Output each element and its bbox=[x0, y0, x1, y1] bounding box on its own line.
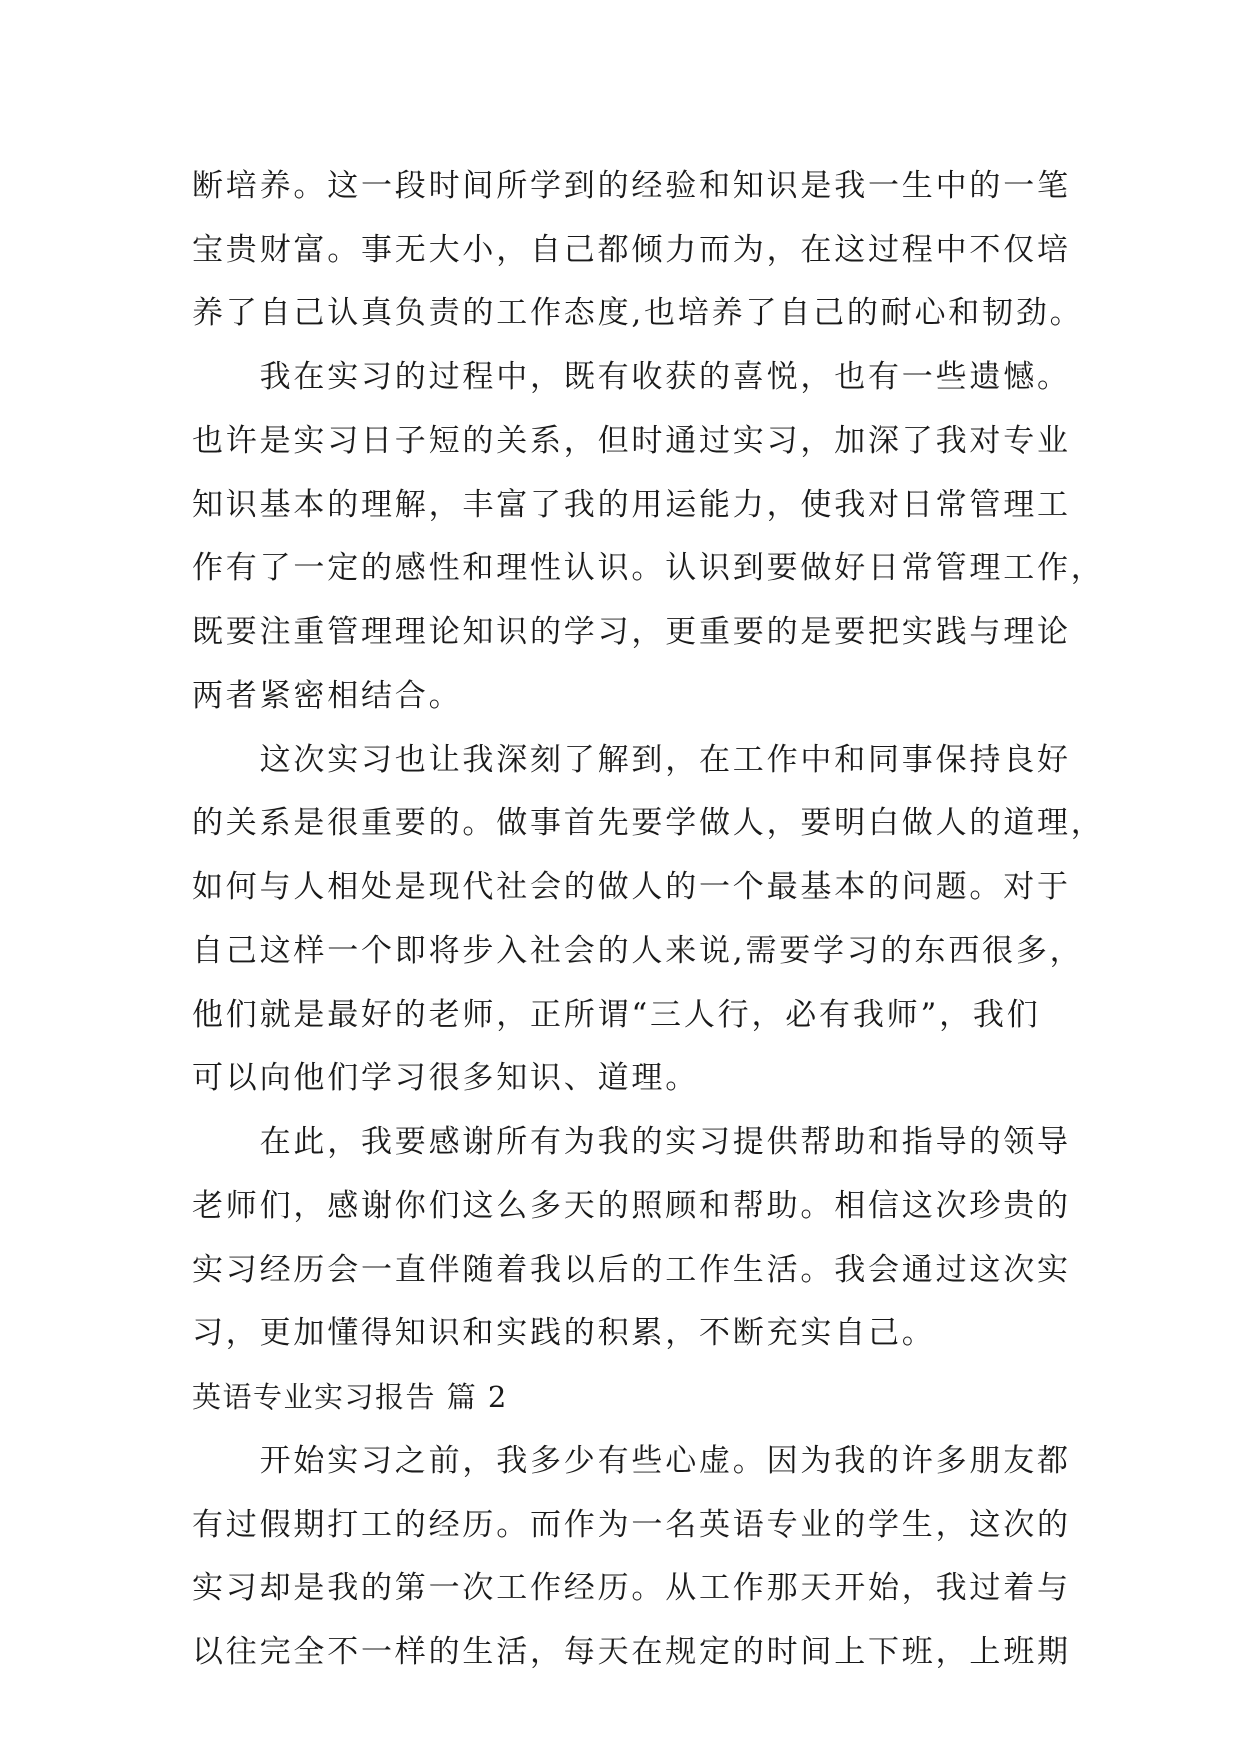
text-line: 可以向他们学习很多知识、道理。 bbox=[192, 1060, 699, 1096]
text-line: 的关系是很重要的。做事首先要学做人，要明白做人的道理， bbox=[192, 805, 1105, 841]
section-heading: 英语专业实习报告 篇 2 bbox=[192, 1380, 508, 1414]
text-line: 既要注重管理理论知识的学习，更重要的是要把实践与理论 bbox=[192, 614, 1071, 650]
text-line: 以往完全不一样的生活，每天在规定的时间上下班，上班期 bbox=[192, 1634, 1071, 1670]
text-line: 作有了一定的感性和理性认识。认识到要做好日常管理工作， bbox=[192, 550, 1105, 586]
text-line: 我在实习的过程中，既有收获的喜悦，也有一些遗憾。 bbox=[192, 359, 1071, 395]
text-line: 习，更加懂得知识和实践的积累，不断充实自己。 bbox=[192, 1315, 936, 1351]
text-line: 老师们，感谢你们这么多天的照顾和帮助。相信这次珍贵的 bbox=[192, 1188, 1071, 1224]
text-line: 开始实习之前，我多少有些心虚。因为我的许多朋友都 bbox=[192, 1443, 1071, 1479]
text-line: 也许是实习日子短的关系，但时通过实习，加深了我对专业 bbox=[192, 423, 1071, 459]
text-line: 自己这样一个即将步入社会的人来说,需要学习的东西很多， bbox=[192, 933, 1084, 969]
text-line: 实习却是我的第一次工作经历。从工作那天开始，我过着与 bbox=[192, 1570, 1071, 1606]
text-line: 断培养。这一段时间所学到的经验和知识是我一生中的一笔 bbox=[192, 168, 1071, 204]
text-line: 如何与人相处是现代社会的做人的一个最基本的问题。对于 bbox=[192, 869, 1071, 905]
text-line: 有过假期打工的经历。而作为一名英语专业的学生，这次的 bbox=[192, 1507, 1071, 1543]
text-line: 宝贵财富。事无大小，自己都倾力而为，在这过程中不仅培 bbox=[192, 232, 1071, 268]
text-line: 这次实习也让我深刻了解到，在工作中和同事保持良好 bbox=[192, 742, 1071, 778]
text-line: 在此，我要感谢所有为我的实习提供帮助和指导的领导 bbox=[192, 1124, 1071, 1160]
text-line: 知识基本的理解，丰富了我的用运能力，使我对日常管理工 bbox=[192, 487, 1071, 523]
text-line: 实习经历会一直伴随着我以后的工作生活。我会通过这次实 bbox=[192, 1252, 1071, 1288]
text-line: 他们就是最好的老师，正所谓“三人行，必有我师”，我们 bbox=[192, 997, 1041, 1033]
text-line: 两者紧密相结合。 bbox=[192, 678, 463, 714]
text-line: 养了自己认真负责的工作态度,也培养了自己的耐心和韧劲。 bbox=[192, 295, 1084, 331]
